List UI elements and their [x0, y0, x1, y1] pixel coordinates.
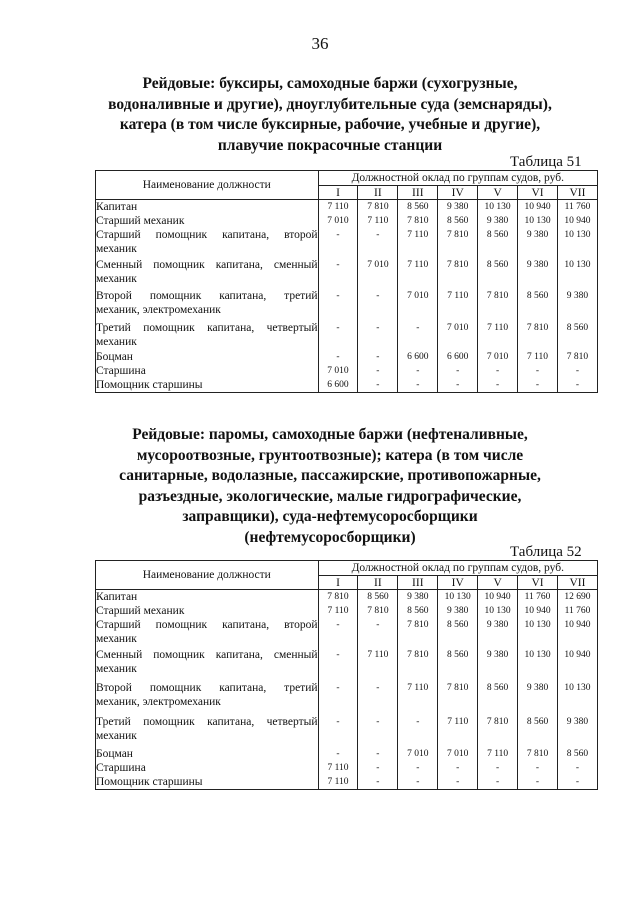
position-name-cell: Капитан [96, 590, 319, 605]
salary-cell: - [398, 715, 438, 747]
salary-cell: 10 130 [478, 604, 518, 618]
salary-cell: 7 010 [358, 258, 398, 289]
salary-cell: 10 130 [518, 648, 558, 681]
heading-line: разъездные, экологические, малые гидрографические, [138, 487, 522, 505]
salary-cell: - [518, 775, 558, 790]
salary-cell: 8 560 [358, 590, 398, 605]
salary-cell: 10 940 [518, 200, 558, 215]
salary-cell: 9 380 [478, 648, 518, 681]
salary-cell: 7 810 [318, 590, 358, 605]
salary-cell: 7 110 [318, 200, 358, 215]
heading-line: заправщики), суда-нефтемусоросборщики [182, 508, 478, 525]
salary-cell: 7 010 [438, 321, 478, 350]
salary-cell: 8 560 [438, 648, 478, 681]
salary-cell: 12 690 [557, 590, 597, 605]
salary-cell: - [358, 715, 398, 747]
salary-cell: 7 110 [318, 761, 358, 775]
table-51-body [96, 200, 598, 393]
salary-cell: - [518, 378, 558, 393]
salary-cell: 7 010 [478, 350, 518, 364]
salary-cell: 8 560 [518, 289, 558, 321]
salary-cell: - [318, 258, 358, 289]
position-name-cell: Сменный помощник капитана, сменный механик [96, 648, 319, 681]
salary-cell: - [398, 775, 438, 790]
salary-cell: - [398, 321, 438, 350]
salary-cell: 8 560 [478, 228, 518, 258]
group-header: IV [438, 186, 478, 200]
salary-cell: 10 940 [557, 618, 597, 648]
position-name-cell: Старшина [96, 364, 319, 378]
salary-cell: 7 810 [398, 648, 438, 681]
position-name-cell: Третий помощник капитана, четвертый механик [96, 322, 318, 348]
salary-cell: - [318, 321, 358, 350]
group-header: VI [518, 186, 558, 200]
salary-cell: 7 110 [318, 775, 358, 790]
table-row [96, 321, 598, 350]
salary-cell: 7 810 [358, 200, 398, 215]
table-51-label: Таблица 51 [510, 154, 582, 170]
salary-cell: - [318, 715, 358, 747]
salary-cell: - [318, 648, 358, 681]
salary-cell: 7 110 [318, 604, 358, 618]
table-row [96, 681, 598, 715]
salary-cell: - [358, 350, 398, 364]
salary-cell: 6 600 [438, 350, 478, 364]
page-number: 36 [311, 34, 329, 53]
group-header: V [478, 186, 518, 200]
salary-cell: 7 110 [358, 214, 398, 228]
salary-cell: - [358, 364, 398, 378]
salary-cell: 8 560 [478, 681, 518, 715]
salary-table-51 [95, 170, 598, 393]
heading-line: катера (в том числе буксирные, рабочие, учебные и другие), [119, 116, 541, 133]
salary-cell: 9 380 [518, 228, 558, 258]
salary-cell: 7 810 [557, 350, 597, 364]
salary-cell: 8 560 [478, 258, 518, 289]
salary-cell: 8 560 [398, 200, 438, 215]
group-header: I [318, 186, 358, 200]
salary-cell: - [358, 618, 398, 648]
position-name-cell: Боцман [96, 350, 319, 364]
table-row [96, 364, 598, 378]
salary-cell: - [318, 747, 358, 761]
table-row [96, 200, 598, 215]
heading-line: водоналивные и другие), дноуглубительные суда (земснаряды), [108, 95, 552, 113]
section-2-heading [80, 425, 580, 548]
salary-cell: 10 130 [518, 618, 558, 648]
salary-cell: 9 380 [518, 258, 558, 289]
salary-cell: - [557, 378, 597, 393]
position-name-cell: Сменный помощник капитана, сменный механик [96, 258, 319, 289]
group-header: II [358, 186, 398, 200]
table-row [96, 214, 598, 228]
salary-cell: - [518, 364, 558, 378]
salary-cell: 6 600 [318, 378, 358, 393]
salary-cell: 9 380 [557, 715, 597, 747]
position-name-cell: Старший механик [96, 604, 319, 618]
salary-cell: 7 810 [518, 321, 558, 350]
table-row [96, 747, 598, 761]
group-header: III [398, 186, 438, 200]
salary-cell: 11 760 [557, 200, 597, 215]
salary-cell: 7 010 [438, 747, 478, 761]
salary-cell: - [358, 289, 398, 321]
salary-cell: - [318, 681, 358, 715]
salary-cell: 7 810 [478, 715, 518, 747]
table-row [96, 648, 598, 681]
heading-line: плавучие покрасочные станции [217, 136, 443, 154]
salary-cell: 8 560 [518, 715, 558, 747]
heading-line: Рейдовые: буксиры, самоходные баржи (сухогрузные, [142, 75, 518, 92]
salary-cell: 7 110 [518, 350, 558, 364]
salary-cell: - [398, 378, 438, 393]
salary-cell: 11 760 [518, 590, 558, 605]
salary-cell: 7 810 [398, 618, 438, 648]
salary-cell: - [318, 350, 358, 364]
salary-cell: - [478, 378, 518, 393]
position-name-cell: Третий помощник капитана, четвертый механик [96, 715, 319, 747]
table-row [96, 590, 598, 605]
table-row [96, 228, 598, 258]
heading-line: Рейдовые: паромы, самоходные баржи (нефтеналивные, [132, 426, 528, 443]
table-row [96, 761, 598, 775]
salary-cell: 7 110 [398, 258, 438, 289]
salary-cell: 7 010 [318, 364, 358, 378]
salary-cell: 7 810 [438, 228, 478, 258]
group-header: II [358, 576, 398, 590]
salary-cell: 9 380 [438, 604, 478, 618]
salary-table-52 [95, 560, 598, 790]
salary-cell: 7 810 [438, 258, 478, 289]
salary-cell: 7 110 [478, 321, 518, 350]
salary-cell: 9 380 [438, 200, 478, 215]
salary-cell: - [438, 378, 478, 393]
salary-cell: 7 110 [398, 681, 438, 715]
position-name-cell: Старшина [96, 761, 319, 775]
salary-cell: 7 810 [398, 214, 438, 228]
column-header-position: Наименование должности [96, 561, 319, 590]
table-row [96, 775, 598, 790]
salary-cell: - [358, 681, 398, 715]
salary-cell: - [398, 364, 438, 378]
salary-cell: 10 130 [478, 200, 518, 215]
column-header-position: Наименование должности [96, 171, 319, 200]
salary-cell: - [358, 761, 398, 775]
group-header: I [318, 576, 358, 590]
salary-cell: - [438, 761, 478, 775]
table-row [96, 289, 598, 321]
salary-cell: - [557, 364, 597, 378]
salary-cell: - [478, 364, 518, 378]
salary-cell: 9 380 [478, 214, 518, 228]
salary-cell: 7 110 [398, 228, 438, 258]
salary-cell: 10 940 [557, 648, 597, 681]
salary-cell: 10 130 [557, 681, 597, 715]
position-name-cell: Капитан [96, 200, 319, 215]
salary-cell: - [358, 747, 398, 761]
salary-cell: 9 380 [398, 590, 438, 605]
group-header: VII [557, 576, 597, 590]
heading-line: (нефтемусоросборщики) [244, 528, 416, 546]
group-header: VI [518, 576, 558, 590]
position-name-cell: Старший помощник капитана, второй механик [96, 228, 319, 258]
table-row [96, 258, 598, 289]
salary-cell: - [518, 761, 558, 775]
heading-line: санитарные, водолазные, пассажирские, противопожарные, [119, 467, 541, 484]
salary-cell: 10 940 [478, 590, 518, 605]
heading-line: мусороотвозные, грунтоотвозные); катера (в том числе [136, 446, 524, 464]
position-name-cell: Второй помощник капитана, третий механик, электромеханик [96, 289, 319, 321]
salary-cell: 9 380 [478, 618, 518, 648]
position-name-cell: Старший помощник капитана, второй механик [96, 618, 319, 648]
salary-cell: 10 130 [557, 258, 597, 289]
table-row [96, 378, 598, 393]
salary-cell: 7 110 [478, 747, 518, 761]
salary-cell: - [358, 775, 398, 790]
group-header: III [398, 576, 438, 590]
salary-cell: - [318, 228, 358, 258]
salary-cell: 7 010 [398, 289, 438, 321]
table-52-body [96, 590, 598, 790]
table-row [96, 604, 598, 618]
salary-cell: 8 560 [438, 214, 478, 228]
salary-cell: 10 940 [557, 214, 597, 228]
salary-cell: 10 130 [518, 214, 558, 228]
salary-cell: - [478, 775, 518, 790]
salary-cell: 11 760 [557, 604, 597, 618]
salary-cell: 7 010 [318, 214, 358, 228]
salary-cell: 7 110 [358, 648, 398, 681]
salary-cell: - [557, 775, 597, 790]
position-name-cell: Второй помощник капитана, третий механик, электромеханик [96, 681, 319, 715]
position-name-cell: Помощник старшины [96, 378, 319, 393]
salary-cell: 7 010 [398, 747, 438, 761]
column-header-salary-groups: Должностной оклад по группам судов, руб. [318, 171, 597, 186]
salary-cell: - [318, 289, 358, 321]
position-name-cell: Боцман [96, 747, 319, 761]
salary-cell: - [557, 761, 597, 775]
salary-cell: - [438, 775, 478, 790]
table-row [96, 715, 598, 747]
column-header-salary-groups: Должностной оклад по группам судов, руб. [318, 561, 597, 576]
salary-cell: 8 560 [557, 321, 597, 350]
salary-cell: - [358, 321, 398, 350]
salary-cell: 8 560 [398, 604, 438, 618]
salary-cell: - [358, 228, 398, 258]
salary-cell: - [318, 618, 358, 648]
position-name-cell: Старший механик [96, 214, 319, 228]
group-header: IV [438, 576, 478, 590]
salary-cell: 7 110 [438, 289, 478, 321]
salary-cell: 7 810 [358, 604, 398, 618]
salary-cell: 7 110 [438, 715, 478, 747]
salary-cell: 8 560 [438, 618, 478, 648]
salary-cell: 10 940 [518, 604, 558, 618]
table-row [96, 350, 598, 364]
salary-cell: 10 130 [438, 590, 478, 605]
salary-cell: 8 560 [557, 747, 597, 761]
group-header: V [478, 576, 518, 590]
salary-cell: 6 600 [398, 350, 438, 364]
salary-cell: 7 810 [438, 681, 478, 715]
salary-cell: 9 380 [557, 289, 597, 321]
salary-cell: 9 380 [518, 681, 558, 715]
salary-cell: 7 810 [518, 747, 558, 761]
table-52-label: Таблица 52 [510, 544, 582, 560]
table-row [96, 618, 598, 648]
salary-cell: - [478, 761, 518, 775]
salary-cell: 10 130 [557, 228, 597, 258]
salary-cell: - [438, 364, 478, 378]
section-1-heading [80, 74, 580, 156]
salary-cell: 7 810 [478, 289, 518, 321]
salary-cell: - [398, 761, 438, 775]
salary-cell: - [358, 378, 398, 393]
position-name-cell: Помощник старшины [96, 775, 319, 790]
group-header: VII [557, 186, 597, 200]
